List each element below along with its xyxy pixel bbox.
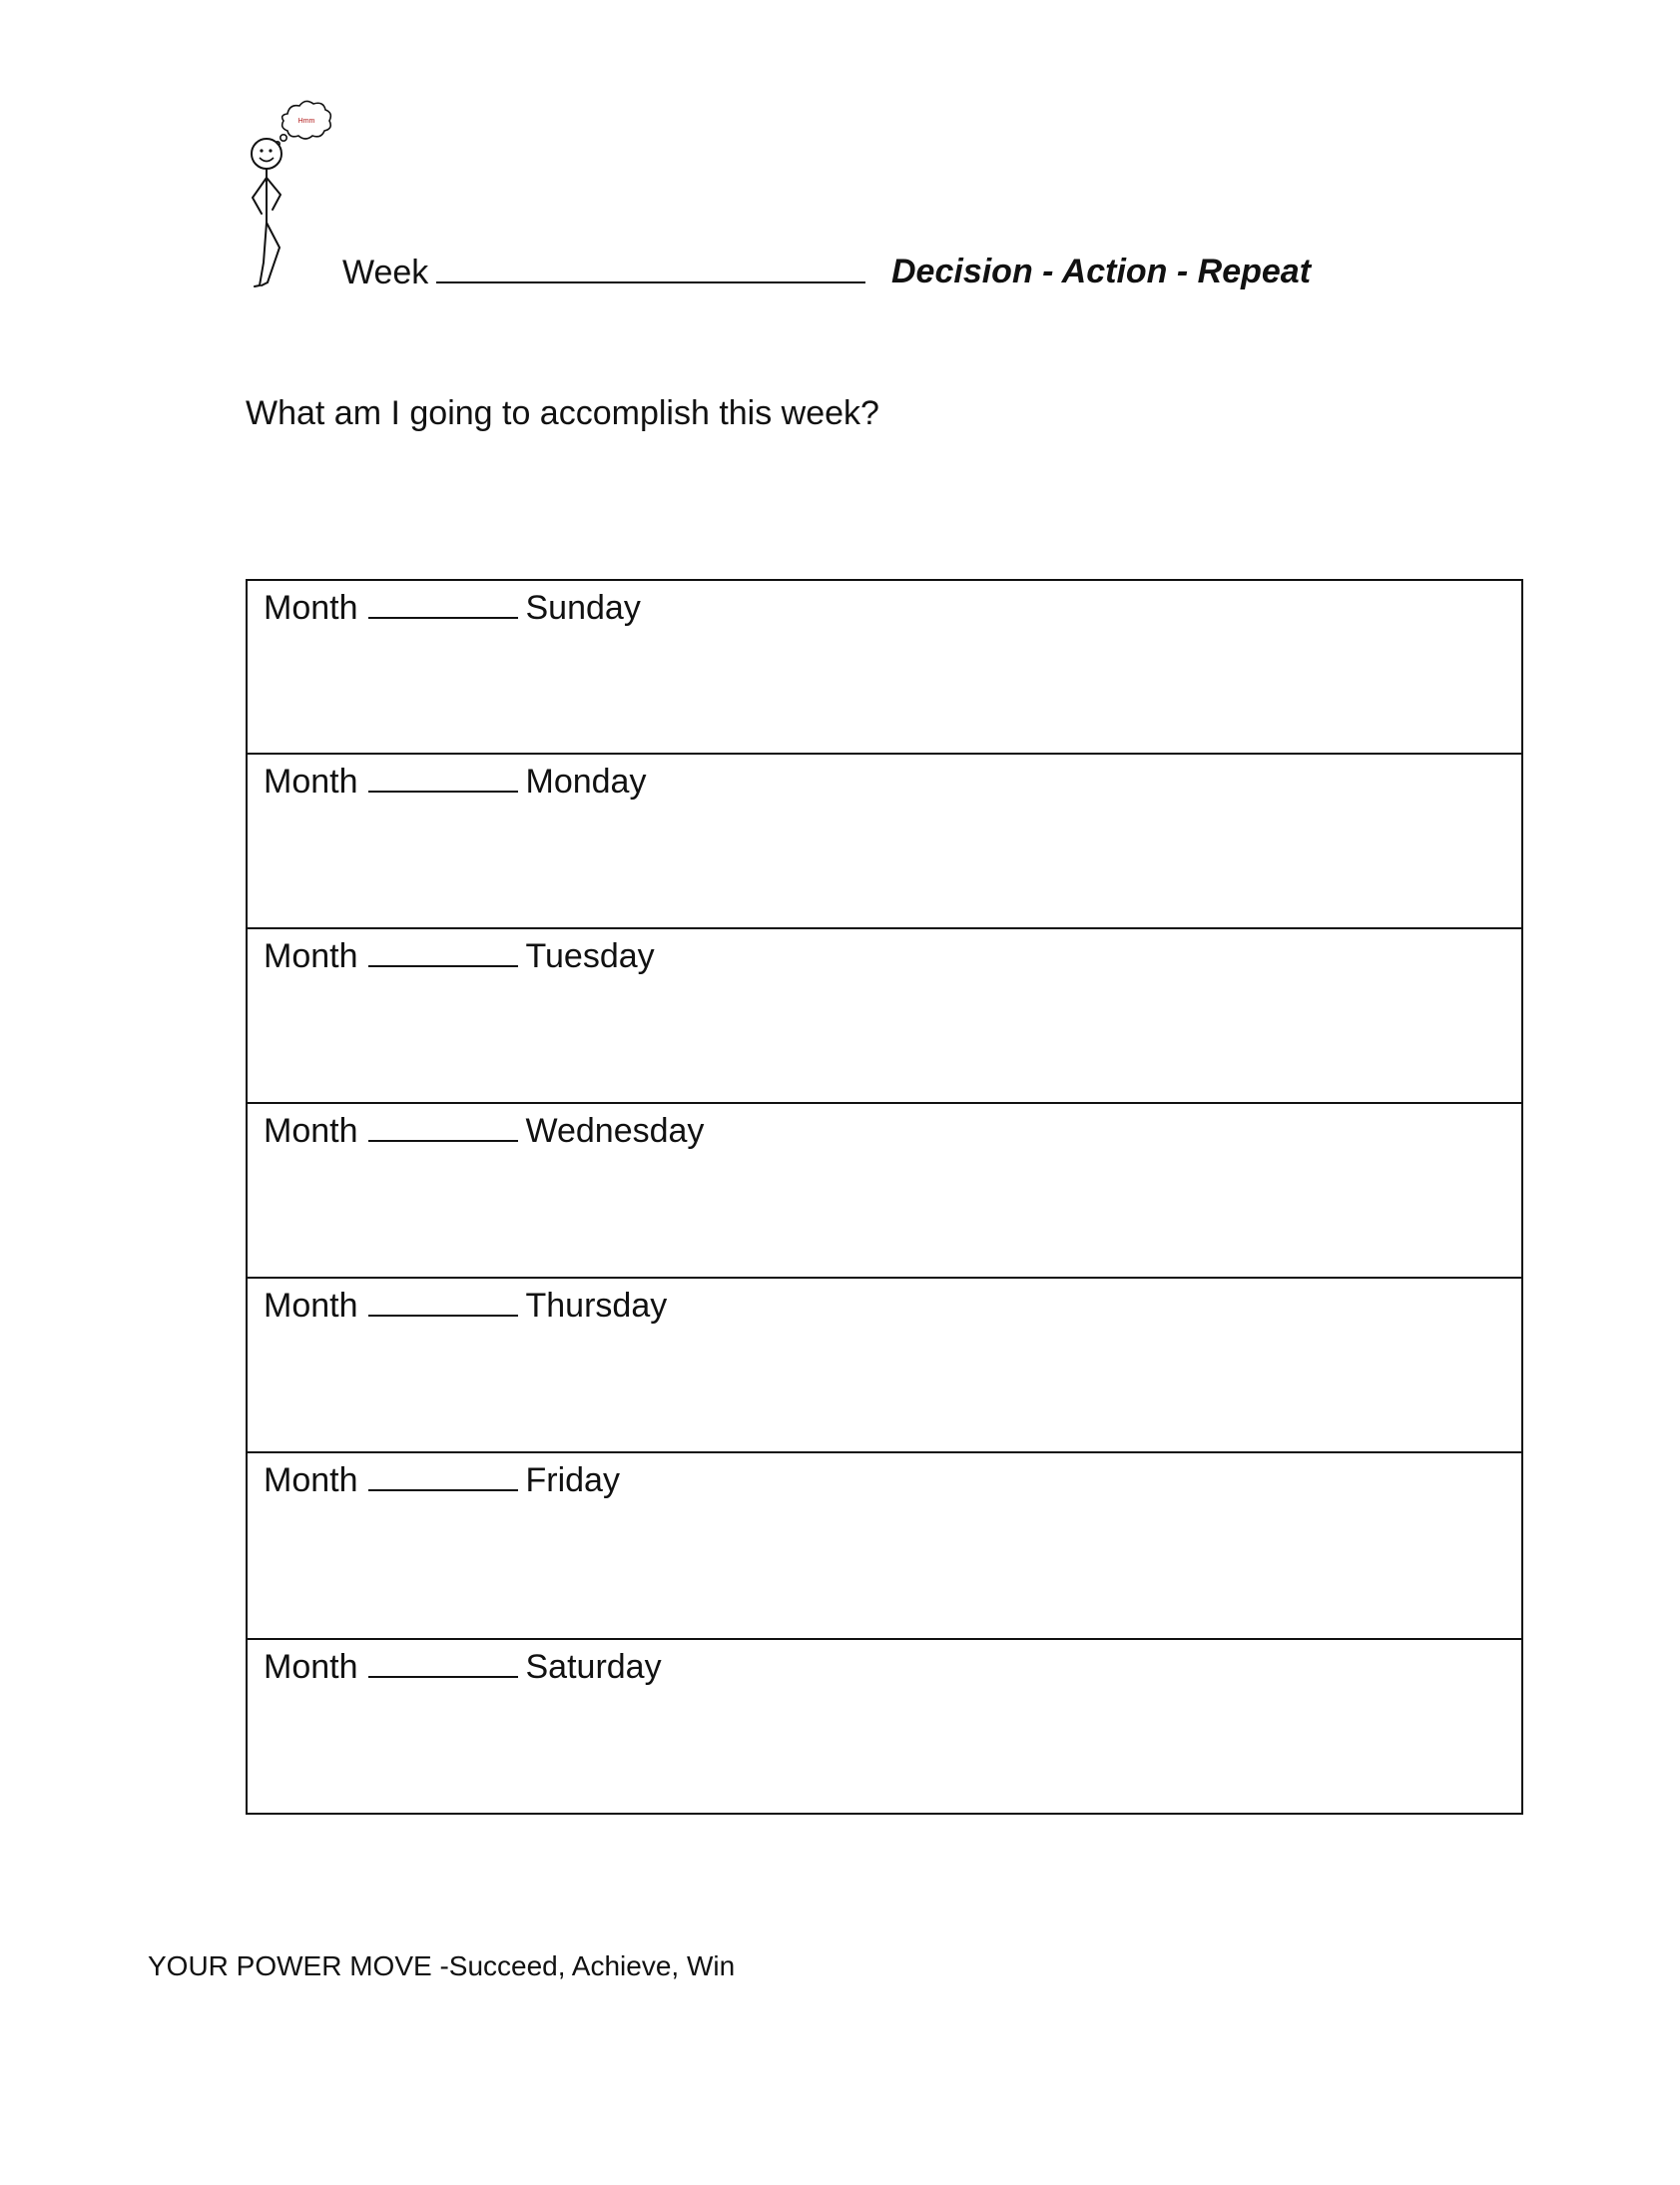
month-label: Month [264, 1287, 358, 1325]
stick-figure-thinking-icon [240, 98, 339, 287]
thought-bubble-text: Hmm [297, 118, 315, 125]
weekly-planner-table [246, 579, 1523, 1815]
table-row [247, 1452, 1522, 1639]
footer-text: YOUR POWER MOVE -Succeed, Achieve, Win [148, 1950, 736, 1981]
table-row [247, 580, 1522, 754]
month-label: Month [264, 1461, 358, 1499]
day-cell-friday[interactable] [247, 1452, 1522, 1639]
table-row [247, 754, 1522, 928]
month-blank-line[interactable] [368, 1646, 518, 1678]
day-label: Saturday [525, 1648, 662, 1686]
month-blank-line[interactable] [368, 1285, 518, 1317]
day-label: Thursday [525, 1287, 668, 1325]
table-row [247, 1278, 1522, 1452]
day-cell-wednesday[interactable] [247, 1103, 1522, 1278]
day-label: Tuesday [525, 937, 655, 975]
month-label: Month [264, 763, 358, 801]
month-label: Month [264, 589, 358, 627]
month-label: Month [264, 1112, 358, 1150]
week-label: Week [342, 254, 429, 291]
month-blank-line[interactable] [368, 587, 518, 619]
table-row [247, 928, 1522, 1103]
day-label: Friday [525, 1461, 620, 1499]
month-blank-line[interactable] [368, 761, 518, 793]
day-label: Monday [525, 763, 647, 801]
week-field [342, 252, 865, 292]
table-row [247, 1103, 1522, 1278]
month-blank-line[interactable] [368, 1459, 518, 1491]
weekly-goal-question: What am I going to accomplish this week? [246, 394, 879, 432]
day-label: Wednesday [525, 1112, 705, 1150]
day-label: Sunday [525, 589, 641, 627]
day-cell-thursday[interactable] [247, 1278, 1522, 1452]
month-blank-line[interactable] [368, 1110, 518, 1142]
week-blank-line[interactable] [436, 252, 865, 283]
table-row [247, 1639, 1522, 1814]
day-cell-saturday[interactable] [247, 1639, 1522, 1814]
motto-heading: Decision - Action - Repeat [891, 253, 1312, 290]
day-cell-tuesday[interactable] [247, 928, 1522, 1103]
day-cell-sunday[interactable] [247, 580, 1522, 754]
month-label: Month [264, 1648, 358, 1686]
day-cell-monday[interactable] [247, 754, 1522, 928]
month-blank-line[interactable] [368, 935, 518, 967]
month-label: Month [264, 937, 358, 975]
